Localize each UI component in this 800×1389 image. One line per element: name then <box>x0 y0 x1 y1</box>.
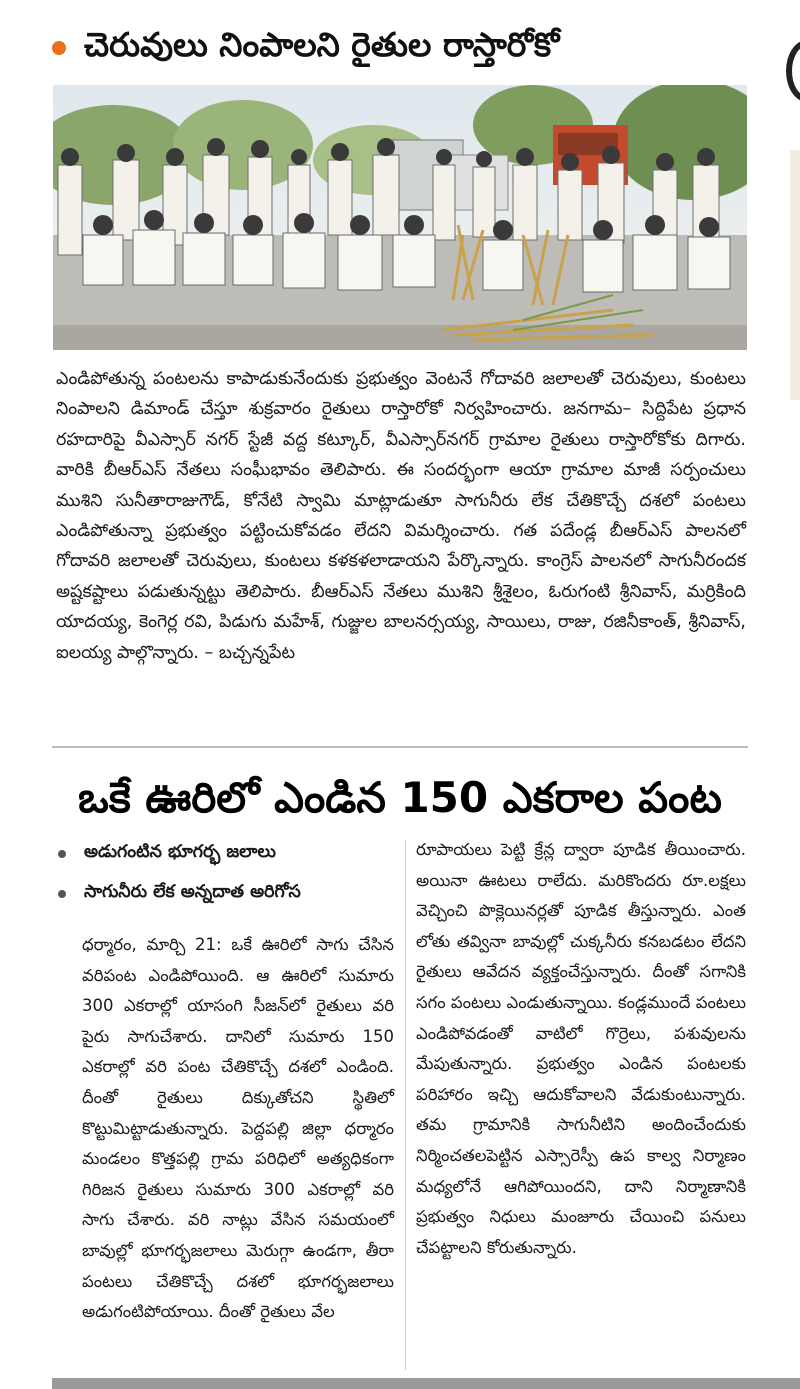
subhead-text: అడుగంటిన భూగర్భ జలాలు <box>84 842 276 862</box>
bullet-icon <box>58 890 66 898</box>
column-divider <box>405 840 406 1370</box>
partial-logo-icon <box>786 40 800 102</box>
subhead-text: సాగునీరు లేక అన్నదాత అరిగోస <box>84 882 301 902</box>
article1-headline: చెరువులు నింపాలని రైతుల రాస్తారోకో <box>84 24 560 64</box>
page-bottom-bar <box>52 1378 800 1389</box>
article2-headline: ఒకే ఊరిలో ఎండిన 150 ఎకరాల పంట <box>78 773 722 822</box>
article1-body: ఎండిపోతున్న పంటలను కాపాడుకునేందుకు ప్రభుత్వం వెంటనే గోదావరి జలాలతో చెరువులు, కుంటలు నింపాలని డిమాండ్ చేస్తూ శుక్రవారం రైతులు రాస్తారోకో నిర్వహించారు. జనగామ– సిద్దిపేట ప్రధాన రహదారిపై వీఎస్సార్ నగర్ స్టేజీ వద్ద కట్కూర్, వీఎస్సార్‌నగర్ గ్రామాల రైతులు రాస్తారోకోకు దిగారు. వారికి బీఆర్ఎస్ నేతలు సంఘీభావం తెలిపారు. ఈ సందర్భంగా ఆయా గ్రామాల మాజీ సర్పంచులు ముశిని సునీతారాజుగౌడ్, కోనేటి స్వామి మాట్లాడుతూ సాగునీరు లేక చేతికొచ్చే దశలో పంటలు ఎండిపోతున్నా ప్రభుత్వం పట్టించుకోవడం లేదని విమర్శించారు. గత పదేండ్ల బీఆర్ఎస్ పాలనలో గోదావరి జలాలతో చెరువులు, కుంటలు కళకళలాడాయని పేర్కొన్నారు. కాంగ్రెస్ పాలనలో సాగునీరందక అష్టకష్టాలు పడుతున్నట్టు తెలిపారు. బీఆర్ఎస్ నేతలు ముశిని శ్రీశైలం, ఓరుగంటి శ్రీనివాస్, మర్రికింది యాదయ్య, కెంగెర్ల రవి, పిడుగు మహేశ్, గుజ్జుల బాలనర్సయ్య, సాయిలు, రాజు, రజినీకాంత్, శ్రీనివాస్, ఐలయ్య పాల్గొన్నారు. – బచ్చన్నపేట <box>56 369 746 663</box>
article2-subhead-1 <box>58 842 276 866</box>
article1-headline-row <box>52 20 772 76</box>
article2-column-left: ధర్మారం, మార్చి 21: ఒకే ఊరిలో సాగు చేసిన వరిపంట ఎండిపోయింది. ఆ ఊరిలో సుమారు 300 ఎకరాల్లో యాసంగి సీజన్‌లో రైతులు వరి పైరు సాగుచేశారు. దానిలో సుమారు 150 ఎకరాల్లో వరి పంట చేతికొచ్చే దశలో ఎండింది. దీంతో రైతులు దిక్కుతోచని స్థితిలో కొట్టుమిట్టాడుతున్నారు. పెద్దపల్లి జిల్లా ధర్మారం మండలం కొత్తపల్లి గ్రామ పరిధిలో అత్యధికంగా గిరిజన రైతులు సుమారు 300 ఎకరాల్లో వరి సాగు చేశారు. వరి నాట్లు వేసిన సమయంలో బావుల్లో భూగర్భజలాలు మెరుగ్గా ఉండగా, తీరా పంటలు చేతికొచ్చే దశలో భూగర్భజలాలు అడుగంటిపోయాయి. దీంతో రైతులు వేల <box>82 935 394 1322</box>
article2-subhead-2 <box>58 882 301 906</box>
bullet-icon <box>58 850 66 858</box>
article2-column-right: రూపాయలు పెట్టి క్రేన్ల ద్వారా పూడిక తీయించారు. అయినా ఊటలు రాలేదు. మరికొందరు రూ.లక్షలు వెచ్చించి పొక్లెయినర్లతో పూడిక తీస్తున్నారు. ఎంత లోతు తవ్వినా బావుల్లో చుక్కనీరు కనబడటం లేదని రైతులు ఆవేదన వ్యక్తంచేస్తున్నారు. దీంతో సగానికి సగం పంటలు ఎండుతున్నాయి. కండ్లముందే పంటలు ఎండిపోవడంతో వాటిలో గొర్రెలు, పశువులను మేపుతున్నారు. ప్రభుత్వం ఎండిన పంటలకు పరిహారం ఇచ్చి ఆదుకోవాలని వేడుకుంటున్నారు. తమ గ్రామానికి సాగునీటిని అందించేందుకు నిర్మించతలపెట్టిన ఎస్సారెస్పీ ఉప కాల్వ నిర్మాణం మధ్యలోనే ఆగిపోయిందని, దాని నిర్మాణానికి ప్రభుత్వం నిధులు మంజూరు చేయించి పనులు చేపట్టాలని కోరుతున్నారు. <box>416 840 746 1257</box>
section-divider <box>52 746 748 748</box>
orange-bullet-icon <box>52 41 66 55</box>
news-photo <box>53 85 747 350</box>
adjacent-column-strip <box>790 150 800 400</box>
